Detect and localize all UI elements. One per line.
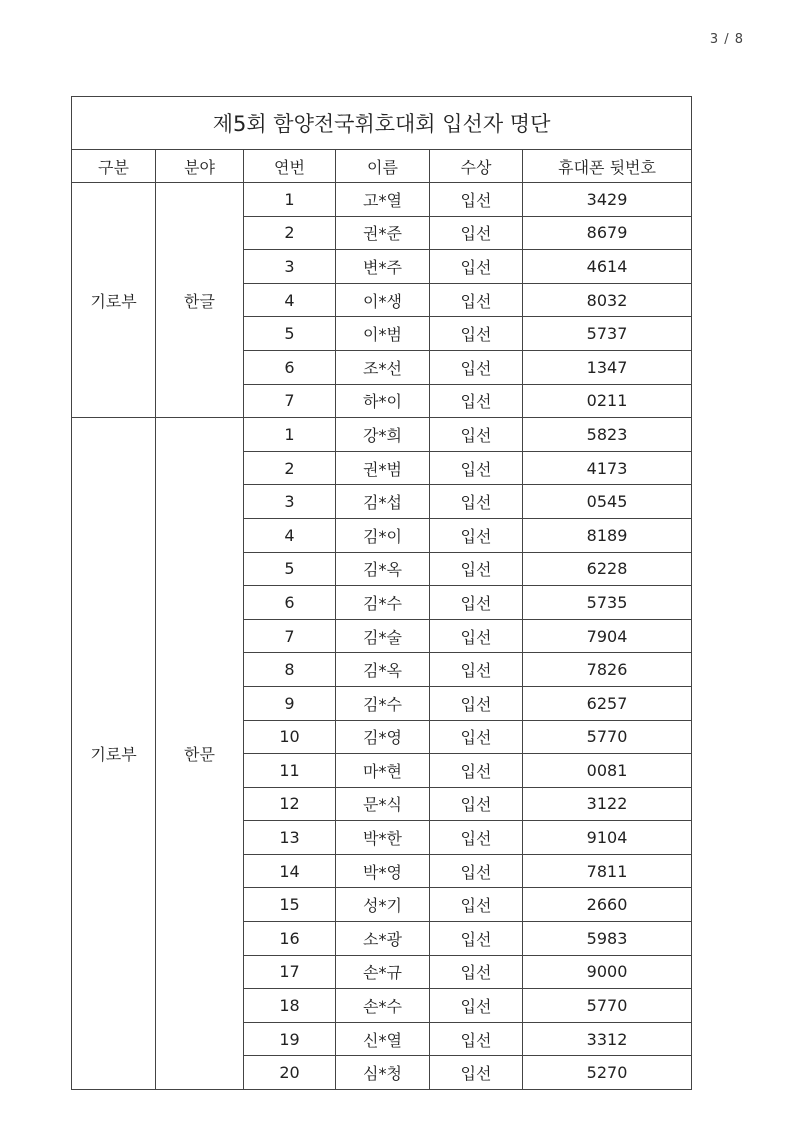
table-row xyxy=(72,183,692,217)
award-cell: 입선 xyxy=(430,653,523,687)
phone-cell: 2660 xyxy=(523,888,692,922)
name-cell: 김*섭 xyxy=(336,485,430,519)
award-cell: 입선 xyxy=(430,955,523,989)
name-cell: 박*한 xyxy=(336,821,430,855)
name-cell: 심*청 xyxy=(336,1056,430,1090)
number-cell: 14 xyxy=(244,854,336,888)
name-cell: 소*광 xyxy=(336,922,430,956)
number-cell: 13 xyxy=(244,821,336,855)
number-cell: 6 xyxy=(244,350,336,384)
number-cell: 20 xyxy=(244,1056,336,1090)
award-cell: 입선 xyxy=(430,854,523,888)
name-cell: 조*선 xyxy=(336,350,430,384)
name-cell: 문*식 xyxy=(336,787,430,821)
phone-cell: 5735 xyxy=(523,586,692,620)
name-cell: 하*이 xyxy=(336,384,430,418)
phone-cell: 5270 xyxy=(523,1056,692,1090)
number-cell: 16 xyxy=(244,922,336,956)
phone-cell: 8189 xyxy=(523,518,692,552)
phone-cell: 4614 xyxy=(523,250,692,284)
award-cell: 입선 xyxy=(430,552,523,586)
number-cell: 9 xyxy=(244,686,336,720)
name-cell: 김*술 xyxy=(336,619,430,653)
award-cell: 입선 xyxy=(430,686,523,720)
award-cell: 입선 xyxy=(430,720,523,754)
header-number: 연번 xyxy=(244,150,336,183)
name-cell: 이*생 xyxy=(336,283,430,317)
number-cell: 19 xyxy=(244,1022,336,1056)
field-cell: 한글 xyxy=(156,183,244,418)
winners-table xyxy=(71,96,692,1090)
name-cell: 김*영 xyxy=(336,720,430,754)
number-cell: 6 xyxy=(244,586,336,620)
award-cell: 입선 xyxy=(430,754,523,788)
name-cell: 박*영 xyxy=(336,854,430,888)
header-phone: 휴대폰 뒷번호 xyxy=(523,150,692,183)
award-cell: 입선 xyxy=(430,451,523,485)
phone-cell: 6257 xyxy=(523,686,692,720)
category-cell: 기로부 xyxy=(72,418,156,1090)
table-title: 제5회 함양전국휘호대회 입선자 명단 xyxy=(72,97,692,150)
number-cell: 5 xyxy=(244,552,336,586)
name-cell: 권*준 xyxy=(336,216,430,250)
table-body xyxy=(72,183,692,1090)
name-cell: 권*범 xyxy=(336,451,430,485)
number-cell: 10 xyxy=(244,720,336,754)
number-cell: 5 xyxy=(244,317,336,351)
number-cell: 2 xyxy=(244,451,336,485)
phone-cell: 4173 xyxy=(523,451,692,485)
number-cell: 3 xyxy=(244,485,336,519)
award-cell: 입선 xyxy=(430,283,523,317)
phone-cell: 5823 xyxy=(523,418,692,452)
award-cell: 입선 xyxy=(430,384,523,418)
award-cell: 입선 xyxy=(430,317,523,351)
award-cell: 입선 xyxy=(430,216,523,250)
name-cell: 마*현 xyxy=(336,754,430,788)
phone-cell: 7904 xyxy=(523,619,692,653)
page-indicator: 3 / 8 xyxy=(709,32,744,47)
number-cell: 2 xyxy=(244,216,336,250)
name-cell: 손*규 xyxy=(336,955,430,989)
field-cell: 한문 xyxy=(156,418,244,1090)
phone-cell: 7811 xyxy=(523,854,692,888)
phone-cell: 3429 xyxy=(523,183,692,217)
award-cell: 입선 xyxy=(430,485,523,519)
number-cell: 11 xyxy=(244,754,336,788)
phone-cell: 8032 xyxy=(523,283,692,317)
award-cell: 입선 xyxy=(430,418,523,452)
award-cell: 입선 xyxy=(430,888,523,922)
award-cell: 입선 xyxy=(430,1056,523,1090)
phone-cell: 6228 xyxy=(523,552,692,586)
award-cell: 입선 xyxy=(430,821,523,855)
name-cell: 변*주 xyxy=(336,250,430,284)
header-award: 수상 xyxy=(430,150,523,183)
phone-cell: 5737 xyxy=(523,317,692,351)
phone-cell: 5770 xyxy=(523,989,692,1023)
award-cell: 입선 xyxy=(430,250,523,284)
number-cell: 15 xyxy=(244,888,336,922)
award-cell: 입선 xyxy=(430,922,523,956)
number-cell: 1 xyxy=(244,418,336,452)
number-cell: 8 xyxy=(244,653,336,687)
phone-cell: 1347 xyxy=(523,350,692,384)
table-row xyxy=(72,418,692,452)
number-cell: 17 xyxy=(244,955,336,989)
award-cell: 입선 xyxy=(430,619,523,653)
award-cell: 입선 xyxy=(430,518,523,552)
number-cell: 1 xyxy=(244,183,336,217)
name-cell: 고*열 xyxy=(336,183,430,217)
number-cell: 18 xyxy=(244,989,336,1023)
phone-cell: 0211 xyxy=(523,384,692,418)
number-cell: 4 xyxy=(244,518,336,552)
header-name: 이름 xyxy=(336,150,430,183)
header-field: 분야 xyxy=(156,150,244,183)
phone-cell: 3122 xyxy=(523,787,692,821)
category-cell: 기로부 xyxy=(72,183,156,418)
name-cell: 김*옥 xyxy=(336,552,430,586)
phone-cell: 8679 xyxy=(523,216,692,250)
award-cell: 입선 xyxy=(430,183,523,217)
name-cell: 신*열 xyxy=(336,1022,430,1056)
name-cell: 김*옥 xyxy=(336,653,430,687)
name-cell: 김*이 xyxy=(336,518,430,552)
name-cell: 김*수 xyxy=(336,686,430,720)
number-cell: 7 xyxy=(244,619,336,653)
award-cell: 입선 xyxy=(430,787,523,821)
number-cell: 7 xyxy=(244,384,336,418)
number-cell: 12 xyxy=(244,787,336,821)
phone-cell: 0081 xyxy=(523,754,692,788)
name-cell: 성*기 xyxy=(336,888,430,922)
header-category: 구분 xyxy=(72,150,156,183)
award-cell: 입선 xyxy=(430,586,523,620)
award-cell: 입선 xyxy=(430,989,523,1023)
phone-cell: 0545 xyxy=(523,485,692,519)
number-cell: 4 xyxy=(244,283,336,317)
name-cell: 손*수 xyxy=(336,989,430,1023)
name-cell: 강*희 xyxy=(336,418,430,452)
phone-cell: 9104 xyxy=(523,821,692,855)
phone-cell: 5770 xyxy=(523,720,692,754)
phone-cell: 3312 xyxy=(523,1022,692,1056)
phone-cell: 5983 xyxy=(523,922,692,956)
phone-cell: 9000 xyxy=(523,955,692,989)
name-cell: 김*수 xyxy=(336,586,430,620)
name-cell: 이*범 xyxy=(336,317,430,351)
award-cell: 입선 xyxy=(430,1022,523,1056)
award-cell: 입선 xyxy=(430,350,523,384)
phone-cell: 7826 xyxy=(523,653,692,687)
number-cell: 3 xyxy=(244,250,336,284)
